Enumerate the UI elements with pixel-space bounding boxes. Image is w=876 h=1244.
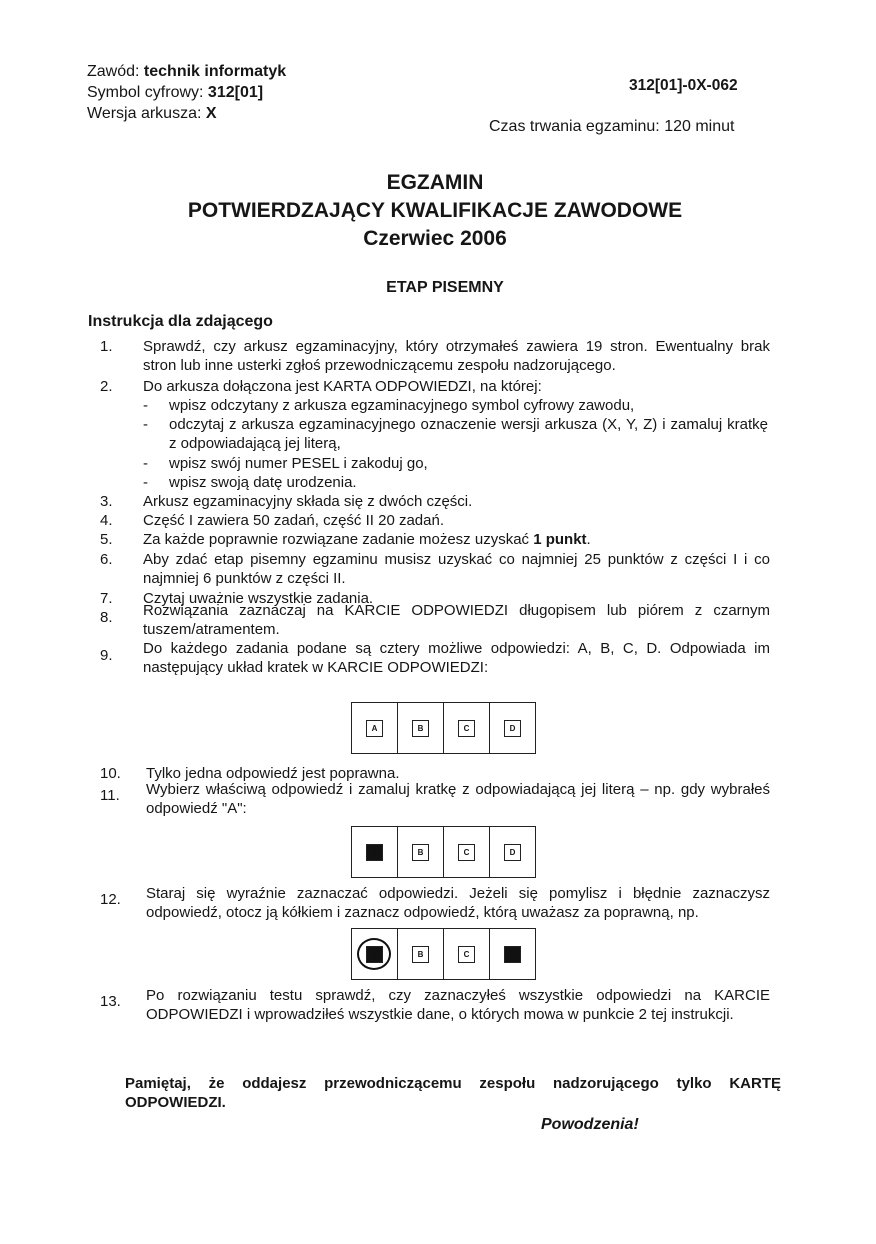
item-number: 12.	[100, 891, 121, 908]
symbol-line	[87, 82, 263, 103]
item-text: Rozwiązania zaznaczaj na KARCIE ODPOWIEDZI długopisem lub piórem z czarnym tuszem/atramentem.	[143, 602, 770, 638]
item-number: 2.	[100, 378, 113, 395]
sub-item	[143, 416, 768, 456]
item-text: Tylko jedna odpowiedź jest poprawna.	[146, 765, 400, 782]
item-number: 5.	[100, 531, 113, 548]
good-luck: Powodzenia!	[541, 1116, 639, 1133]
item-text: Aby zdać etap pisemny egzaminu musisz uzyskać co najmniej 25 punktów z części I i co najmniej 6 punktów z części II.	[143, 551, 770, 587]
answer-cell-a	[352, 703, 398, 753]
item-number: 1.	[100, 338, 113, 355]
answer-box-a: A	[366, 720, 383, 737]
item-text: Wybierz właściwą odpowiedź i zamaluj kratkę z odpowiadającą jej literą – np. gdy wybrałeś odpowiedź "A":	[146, 781, 770, 817]
sub-item-dash: -	[143, 474, 148, 491]
answer-cell-d	[490, 929, 535, 979]
item-text-bold: 1 punkt	[533, 531, 587, 548]
item-text	[143, 531, 770, 550]
sub-item-text: wpisz swój numer PESEL i zakoduj go,	[169, 455, 428, 472]
item-number: 13.	[100, 993, 121, 1010]
answer-box-c: C	[458, 946, 475, 963]
answer-grid-corrected	[351, 928, 536, 980]
answer-grid-example	[351, 702, 536, 754]
item-number: 8.	[100, 609, 113, 626]
sub-item-dash: -	[143, 455, 148, 472]
answer-box-d-filled: D	[504, 946, 521, 963]
item-number: 3.	[100, 493, 113, 510]
sub-item	[143, 474, 768, 494]
exam-duration: Czas trwania egzaminu: 120 minut	[489, 118, 735, 135]
item-text: Arkusz egzaminacyjny składa się z dwóch części.	[143, 493, 473, 510]
item-text-part: Za każde poprawnie rozwiązane zadanie możesz uzyskać	[143, 531, 534, 548]
instruction-item	[100, 378, 770, 398]
zawod-line	[87, 61, 286, 82]
answer-box-d: D	[504, 720, 521, 737]
item-text-part: .	[586, 531, 591, 548]
answer-box-b: B	[412, 844, 429, 861]
sub-item-text: wpisz swoją datę urodzenia.	[169, 474, 357, 491]
zawod-value: technik informatyk	[143, 63, 287, 80]
answer-box-c: C	[458, 844, 475, 861]
answer-grid-selected	[351, 826, 536, 878]
wersja-line	[87, 103, 217, 124]
answer-cell-c	[444, 703, 490, 753]
answer-box-a-filled: A	[366, 946, 383, 963]
answer-cell-b	[398, 929, 444, 979]
item-number: 10.	[100, 765, 121, 782]
sub-item-dash: -	[143, 416, 148, 433]
answer-cell-a	[352, 827, 398, 877]
symbol-label: Symbol cyfrowy:	[87, 84, 204, 101]
answer-cell-d	[490, 827, 535, 877]
etap-heading: ETAP PISEMNY	[386, 279, 504, 296]
answer-cell-a	[352, 929, 398, 979]
title-line-2: POTWIERDZAJĄCY KWALIFIKACJE ZAWODOWE	[187, 199, 683, 222]
answer-box-d: D	[504, 844, 521, 861]
answer-box-b: B	[412, 946, 429, 963]
correction-circle	[357, 938, 391, 970]
item-number: 7.	[100, 590, 113, 607]
wersja-value: X	[205, 105, 217, 122]
item-number: 4.	[100, 512, 113, 529]
title-line-3: Czerwiec 2006	[363, 227, 507, 250]
item-text: Staraj się wyraźnie zaznaczać odpowiedzi. Jeżeli się pomylisz i błędnie zaznaczysz odpowiedź, otocz ją kółkiem i zaznacz odpowiedź, którą uważasz za poprawną, np.	[146, 885, 770, 921]
answer-box-c: C	[458, 720, 475, 737]
instructions-heading: Instrukcja dla zdającego	[88, 313, 273, 330]
answer-cell-c	[444, 827, 490, 877]
answer-box-b: B	[412, 720, 429, 737]
zawod-label: Zawód:	[87, 63, 140, 80]
item-text: Po rozwiązaniu testu sprawdź, czy zaznaczyłeś wszystkie odpowiedzi na KARCIE ODPOWIEDZI i wprowadziłeś wszystkie dane, o których mowa w punkcie 2 tej instrukcji.	[146, 987, 770, 1023]
footer-note: Pamiętaj, że oddajesz przewodniczącemu zespołu nadzorującego tylko KARTĘ ODPOWIEDZI.	[125, 1075, 781, 1111]
wersja-label: Wersja arkusza:	[87, 105, 202, 122]
item-number: 9.	[100, 647, 113, 664]
item-number: 6.	[100, 551, 113, 568]
sub-item-text: odczytaj z arkusza egzaminacyjnego oznaczenie wersji arkusza (X, Y, Z) i zamaluj kratkę z odpowiadającą jej literą,	[169, 416, 768, 452]
exam-code: 312[01]-0X-062	[629, 77, 738, 94]
item-number: 11.	[100, 787, 120, 804]
answer-cell-b	[398, 827, 444, 877]
item-text: Część I zawiera 50 zadań, część II 20 zadań.	[143, 512, 444, 529]
answer-cell-b	[398, 703, 444, 753]
item-text: Czytaj uważnie wszystkie zadania.	[143, 590, 374, 607]
sub-item-text: wpisz odczytany z arkusza egzaminacyjnego symbol cyfrowy zawodu,	[169, 397, 635, 414]
instruction-item	[100, 338, 770, 378]
title-line-1: EGZAMIN	[386, 171, 484, 194]
answer-box-a-filled: A	[366, 844, 383, 861]
symbol-value: 312[01]	[207, 84, 264, 101]
sub-item	[143, 455, 768, 475]
sub-item	[143, 397, 768, 417]
item-text: Do arkusza dołączona jest KARTA ODPOWIEDZI, na której:	[143, 378, 542, 395]
sub-item-dash: -	[143, 397, 148, 414]
item-text: Sprawdź, czy arkusz egzaminacyjny, który otrzymałeś zawiera 19 stron. Ewentualny brak stron lub inne usterki zgłoś przewodniczącemu zespołu nadzorującego.	[143, 338, 770, 374]
item-text: Do każdego zadania podane są cztery możliwe odpowiedzi: A, B, C, D. Odpowiada im następujący układ kratek w KARCIE ODPOWIEDZI:	[143, 640, 770, 676]
answer-cell-d	[490, 703, 535, 753]
answer-cell-c	[444, 929, 490, 979]
